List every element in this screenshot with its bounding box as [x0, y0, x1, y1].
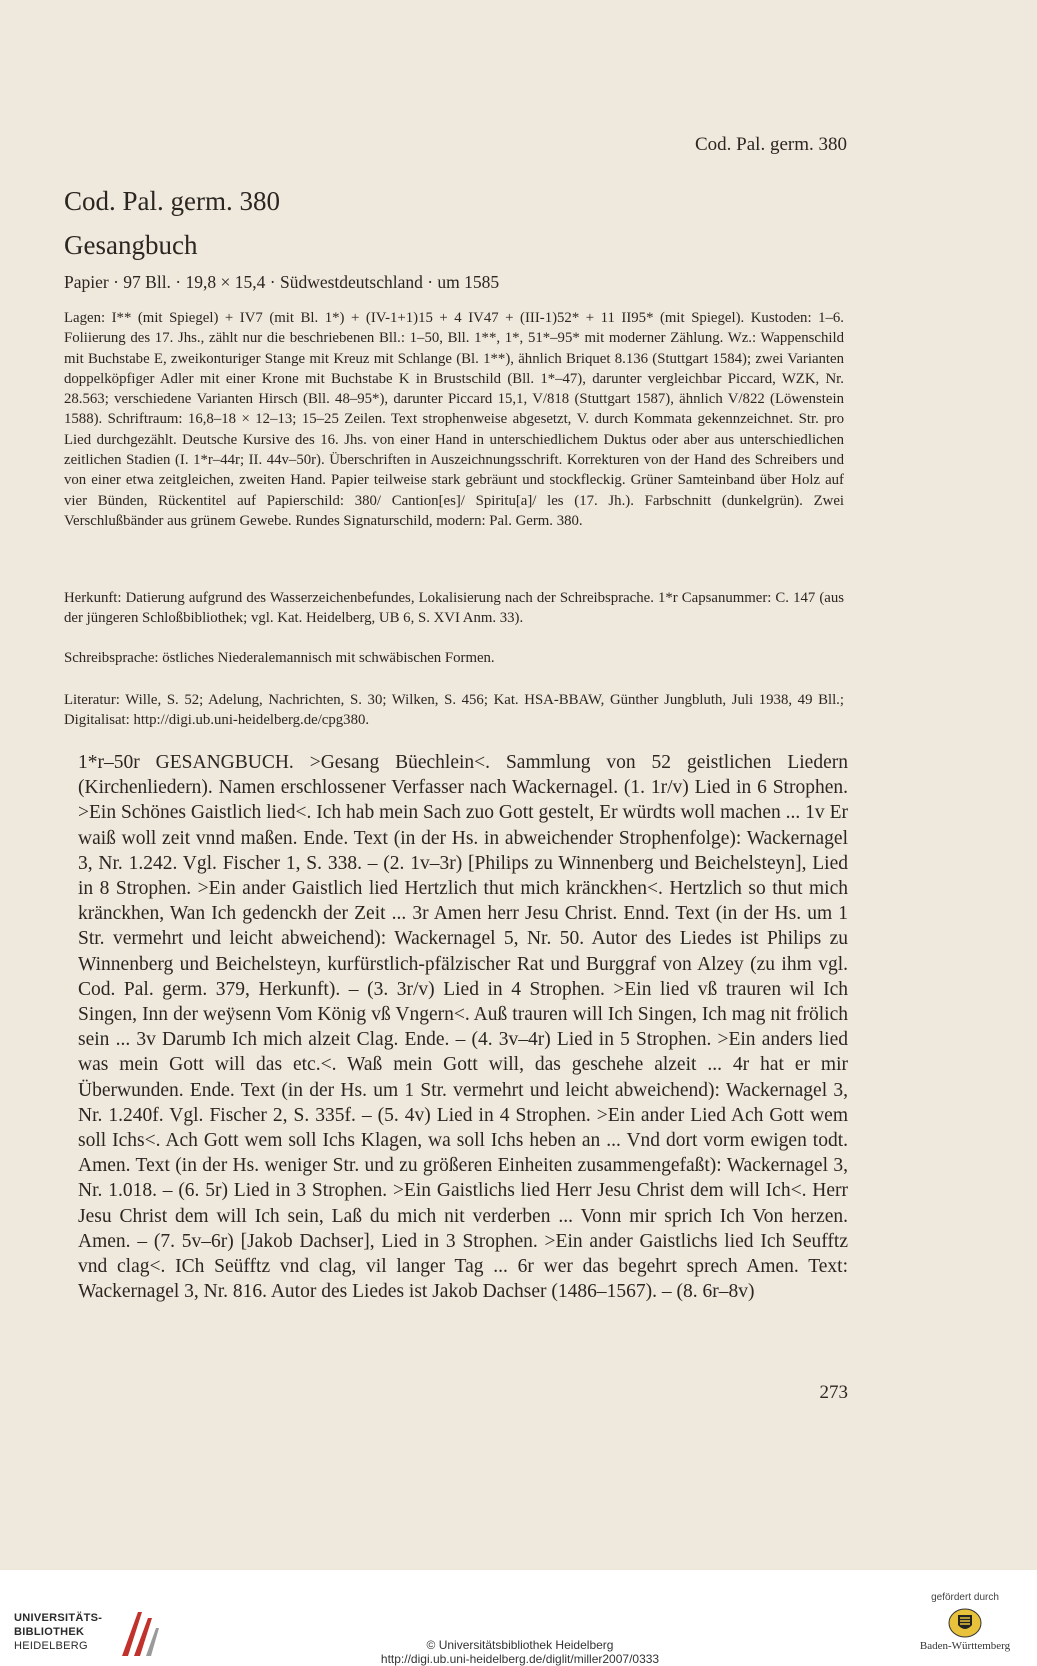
funder-logo[interactable] [900, 1592, 1030, 1662]
description-literatur: Literatur: Wille, S. 52; Adelung, Nachrichten, S. 30; Wilken, S. 456; Kat. HSA-BBAW, Günther Jungbluth, Juli 1938, 49 Bll.; Digitalisat: http://digi.ub.uni-heidelberg.de/cpg380. [64, 692, 844, 729]
main-text: 1*r–50r GESANGBUCH. >Gesang Büechlein<. Sammlung von 52 geistlichen Liedern (Kirchenliedern). Namen erschlossener Verfasser nach Wackernagel. (1. 1r/v) Lied in 6 Strophen. >Ein Schönes Gaistlich lied<. Ich hab mein Sach zuo Gott gestelt, Er würdts woll machen ... 1v Er waiß woll zeit vnnd maßen. Ende. Text (in der Hs. in abweichender Strophenfolge): Wackernagel 3, Nr. 1.242. Vgl. Fischer 1, S. 338. – (2. 1v–3r) [Philips zu Winnenberg und Beichelsteyn], Lied in 8 Strophen. >Ein ander Gaistlich lied Hertzlich thut mich kränckhen<. Hertzlich so thut mich kränckhen, Wan Ich gedenckh der Zeit ... 3r Amen herr Jesu Christ. Ennd. Text (in der Hs. um 1 Str. vermehrt und leicht abweichend): Wackernagel 5, Nr. 50. Autor des Liedes ist Philips zu Winnenberg und Beichelsteyn, kurfürstlich-pfälzischer Rat und Burggraf von Alzey (zu ihm vgl. Cod. Pal. germ. 379, Herkunft). – (3. 3r/v) Lied in 4 Strophen. >Ein lied vß trauren wil Ich Singen, Inn der weÿsenn Vom König vß Vngern<. Auß trauren will Ich Singen, Ich mag nit frölich sein ... 3v Darumb Ich mich alzeit Clag. Ende. – (4. 3v–4r) Lied in 5 Strophen. >Ein anders lied was mein Gott will das etc.<. Waß mein Gott will, das geschehe alzeit ... 4r hat er mir Überwunden. Ende. Text (in der Hs. um 1 Str. vermehrt und leicht abweichend): Wackernagel 3, Nr. 1.240f. Vgl. Fischer 2, S. 335f. – (5. 4v) Lied in 4 Strophen. >Ein ander Lied Ach Gott wem soll Ichs<. Ach Gott wem soll Ichs Klagen, wa soll Ichs heben an ... Vnd dort vorm ewigen todt. Amen. Text (in der Hs. weniger Str. und zu größeren Einheiten zusammengefaßt): Wackernagel 3, Nr. 1.018. – (6. 5r) Lied in 3 Strophen. >Ein Gaistlichs lied Herr Jesu Christ dem will Ich<. Herr Jesu Christ dem will Ich sein, Laß du mich nit verderben ... Vonn mir sprich Ich Von herzen. Amen. – (7. 5v–6r) [Jakob Dachser], Lied in 3 Strophen. >Ein ander Gaistlichs lied Ich Seufftz vnd clag<. ICh Seüfftz vnd clag, vil langer Tag ... 6r wer das begehrt sprech Amen. Text: Wackernagel 3, Nr. 816. Autor des Liedes ist Jakob Dachser (1486–1567). – (8. 6r–8v) [78, 752, 848, 1303]
funder-text: gefördert durch [931, 1592, 999, 1603]
library-name-line3: HEIDELBERG [14, 1640, 88, 1652]
library-name-line2: BIBLIOTHEK [14, 1626, 85, 1638]
ub-heidelberg-logo-icon [118, 1606, 160, 1658]
running-head: Cod. Pal. germ. 380 [695, 134, 847, 155]
footer [0, 1570, 1037, 1666]
copyright-text: © Universitätsbibliothek Heidelberg [426, 1638, 614, 1652]
document-meta: Papier · 97 Bll. · 19,8 × 15,4 · Südwestdeutschland · um 1585 [64, 272, 500, 292]
description-herkunft: Herkunft: Datierung aufgrund des Wasserzeichenbefundes, Lokalisierung nach der Schreibsprache. 1*r Capsanummer: C. 147 (aus der jüngeren Schloßbibliothek; vgl. Kat. Heidelberg, UB 6, S. XVI Anm. 33). [64, 590, 844, 627]
ub-heidelberg-logo[interactable] [14, 1612, 164, 1656]
library-name-line1: UNIVERSITÄTS- [14, 1612, 103, 1624]
permalink-url[interactable]: http://digi.ub.uni-heidelberg.de/diglit/miller2007/0333 [380, 1652, 660, 1666]
page-number: 273 [819, 1382, 848, 1403]
document-subtitle: Gesangbuch [64, 230, 198, 260]
description-lagen: Lagen: I** (mit Spiegel) + IV7 (mit Bl. 1*) + (IV-1+1)15 + 4 IV47 + (III-1)52* + 11 II95* (mit Spiegel). Kustoden: 1–6. Foliierung des 17. Jhs., zählt nur die beschriebenen Bll.: 1–50, Bll. 1**, 1*, 51*–95* mit moderner Zählung. Wz.: Wappenschild mit Buchstabe E, zweikonturiger Stange mit Kreuz mit Schlange (Bl. 1**), ähnlich Briquet 8.136 (Stuttgart 1584); zwei Varianten doppelköpfiger Adler mit einer Krone mit Buchstabe K in Brustschild (Bll. 1*–47), darunter vergleichbar Piccard, WZK, Nr. 28.563; verschiedene Varianten Hirsch (Bll. 48–95*), darunter Piccard 15,1, V/818 (Stuttgart 1587), ähnlich V/822 (Löwenstein 1588). Schriftraum: 16,8–18 × 12–13; 15–25 Zeilen. Text strophenweise abgesetzt, V. durch Kommata gekennzeichnet. Str. pro Lied durchgezählt. Deutsche Kursive des 16. Jhs. von einer Hand in unterschiedlichem Duktus oder aber aus unterschiedlichen zeitlichen Stadien (I. 1*r–44r; II. 44v–50r). Überschriften in Auszeichnungsschrift. Korrekturen von der Hand des Schreibers und von einer etwa zeitgleichen, zweiten Hand. Papier teilweise stark gebräunt und stockfleckig. Grüner Samteinband über Holz auf vier Bünden, Rückentitel auf Papierschild: 380/ Cantion[es]/ Spiritu[a]/ les (17. Jh.). Farbschnitt (dunkelgrün). Zwei Verschlußbänder aus grünem Gewebe. Rundes Signaturschild, modern: Pal. Germ. 380. [64, 310, 844, 529]
baden-wuerttemberg-crest-icon [946, 1607, 984, 1639]
document-title: Cod. Pal. germ. 380 [64, 186, 280, 216]
description-schreibsprache: Schreibsprache: östliches Niederalemannisch mit schwäbischen Formen. [64, 650, 495, 666]
funder-name: Baden-Württemberg [919, 1640, 1011, 1652]
